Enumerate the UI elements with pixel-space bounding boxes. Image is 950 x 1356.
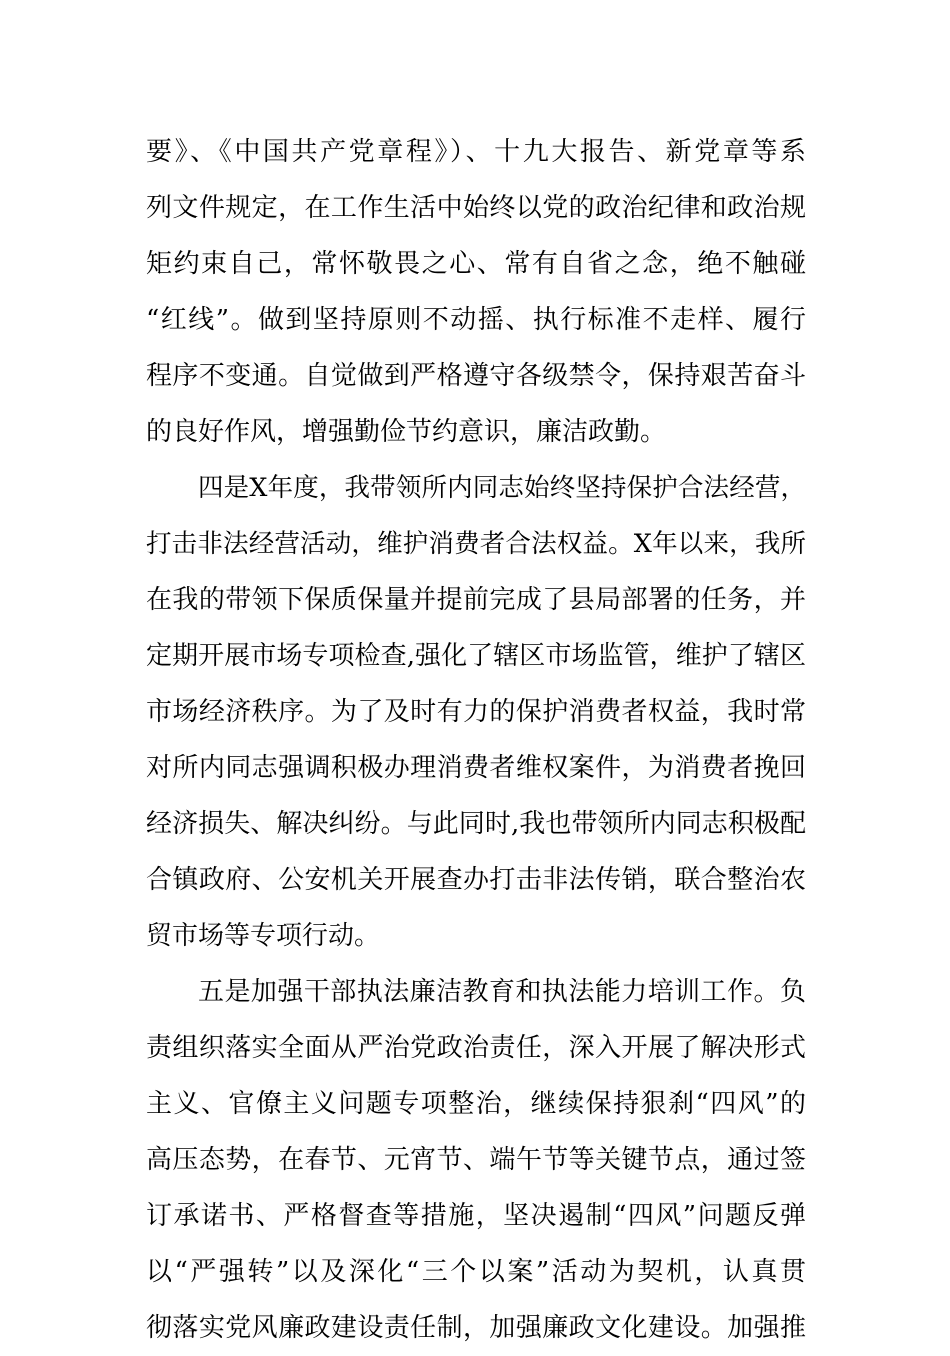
text-line: 打击非法经营活动，维护消费者合法权益。X年以来，我所: [146, 529, 806, 559]
text-line: 定期开展市场专项检查,强化了辖区市场监管，维护了辖区: [146, 641, 806, 671]
text-line: 责组织落实全面从严治党政治责任，深入开展了解决形式: [146, 1033, 806, 1063]
paragraph-continuation: [146, 124, 806, 460]
text-line: 在我的带领下保质保量并提前完成了县局部署的任务，并: [146, 585, 806, 615]
text-line: 市场经济秩序。为了及时有力的保护消费者权益，我时常: [146, 697, 806, 727]
text-line: 要》、《中国共产党章程》）、十九大报告、新党章等系: [146, 137, 806, 167]
text-line: 贸市场等专项行动。: [146, 921, 381, 951]
text-line: 高压态势，在春节、元宵节、端午节等关键节点，通过签: [146, 1145, 806, 1175]
text-line: 彻落实党风廉政建设责任制，加强廉政文化建设。加强推: [146, 1313, 806, 1343]
text-line: 五是加强干部执法廉洁教育和执法能力培训工作。负: [198, 977, 806, 1007]
document-body: [146, 124, 806, 1356]
text-line: 对所内同志强调积极办理消费者维权案件，为消费者挽回: [146, 753, 806, 783]
text-line: 四是X年度，我带领所内同志始终坚持保护合法经营，: [198, 473, 806, 503]
text-line: 程序不变通。自觉做到严格遵守各级禁令，保持艰苦奋斗: [146, 361, 806, 391]
text-line: 列文件规定，在工作生活中始终以党的政治纪律和政治规: [146, 193, 806, 223]
text-line: 主义、官僚主义问题专项整治，继续保持狠刹“四风”的: [146, 1089, 806, 1119]
text-line: 矩约束自己，常怀敬畏之心、常有自省之念，绝不触碰: [146, 249, 806, 279]
text-line: 合镇政府、公安机关开展查办打击非法传销，联合整治农: [146, 865, 806, 895]
text-line: “红线”。做到坚持原则不动摇、执行标准不走样、履行: [146, 305, 806, 335]
text-line: 的良好作风，增强勤俭节约意识，廉洁政勤。: [146, 417, 667, 447]
paragraph-item-four: [146, 460, 806, 964]
text-line: 订承诺书、严格督查等措施，坚决遏制“四风”问题反弹: [146, 1201, 806, 1231]
paragraph-item-five: [146, 964, 806, 1356]
text-line: 以“严强转”以及深化“三个以案”活动为契机，认真贯: [146, 1257, 806, 1287]
text-line: 经济损失、解决纠纷。与此同时,我也带领所内同志积极配: [146, 809, 806, 839]
